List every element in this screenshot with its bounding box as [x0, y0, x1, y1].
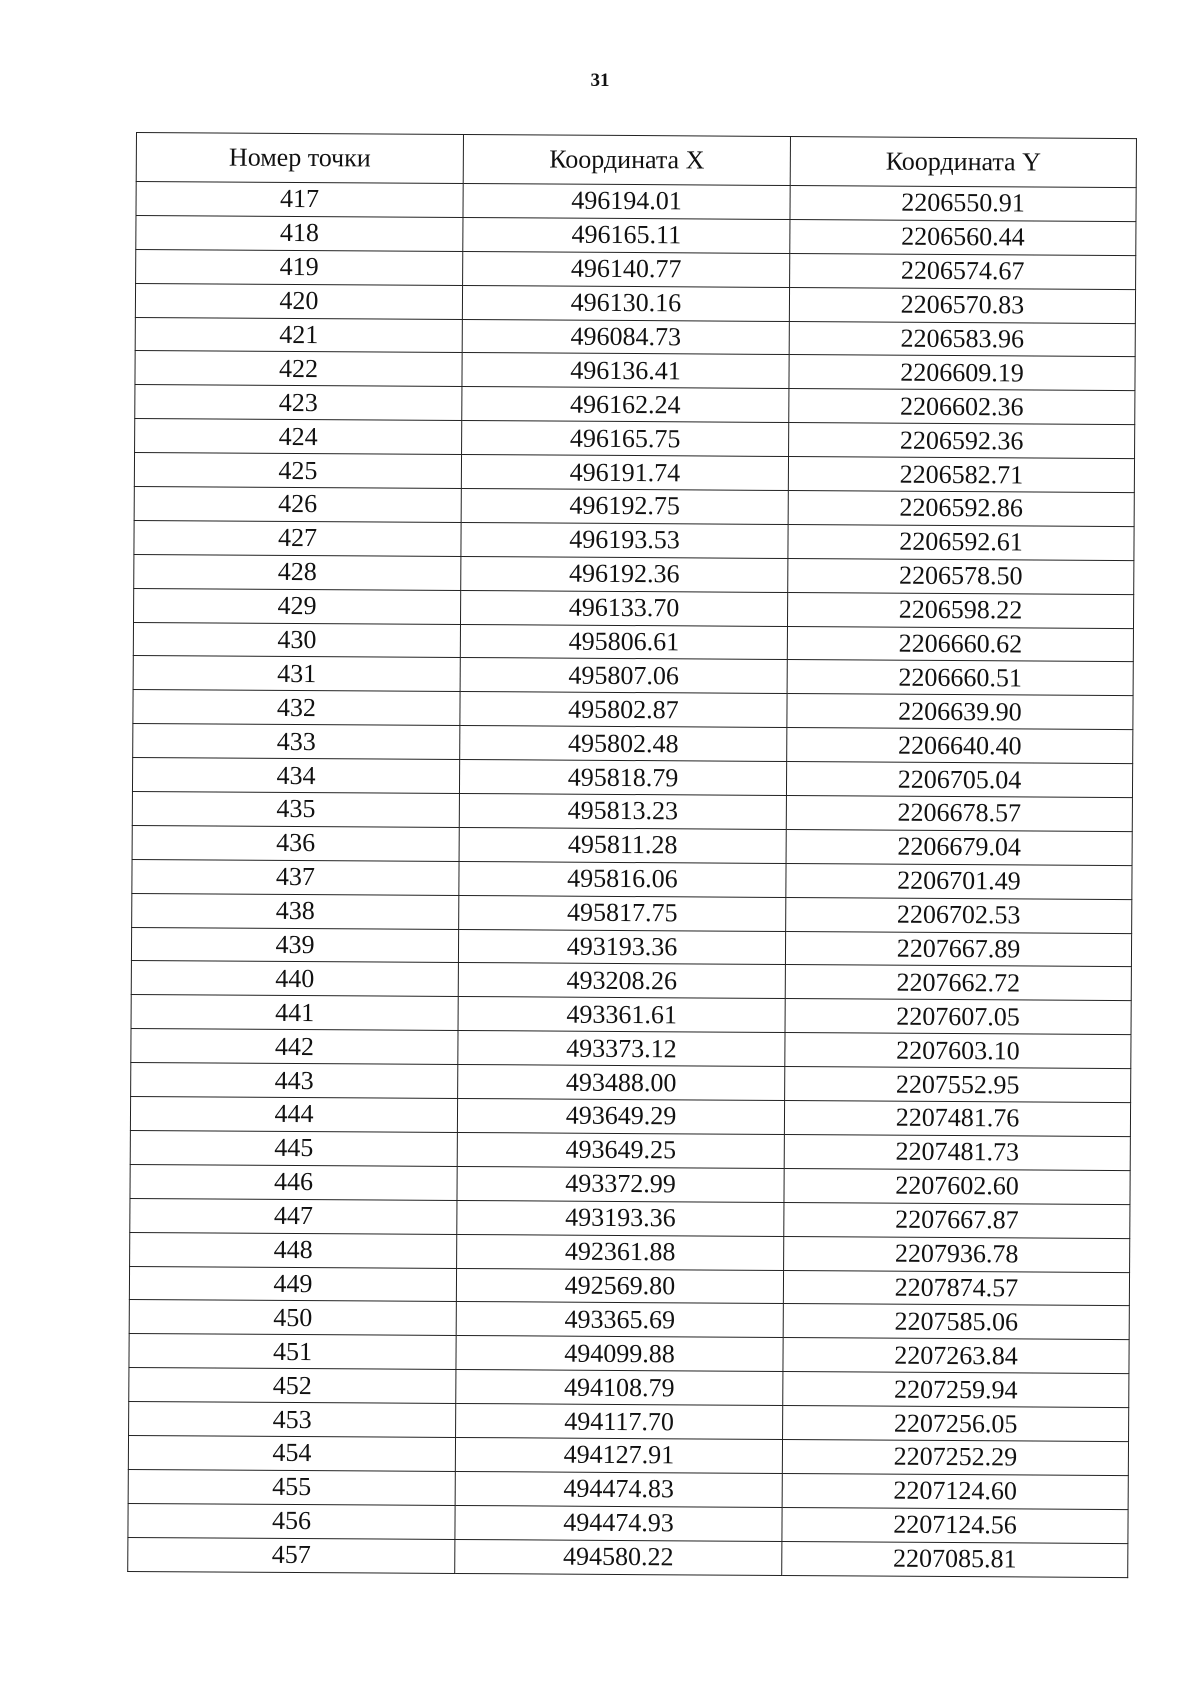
point-number-cell: 435 — [132, 792, 459, 828]
coordinate-x-cell: 495818.79 — [459, 760, 786, 796]
point-number-cell: 451 — [129, 1334, 456, 1370]
coordinate-x-cell: 493649.29 — [457, 1099, 784, 1135]
point-number-cell: 446 — [130, 1164, 457, 1200]
coordinate-y-cell: 2206582.71 — [788, 457, 1134, 493]
point-number-cell: 425 — [134, 453, 461, 489]
coordinate-x-cell: 494099.88 — [456, 1336, 783, 1372]
point-number-cell: 444 — [130, 1097, 457, 1133]
point-number-cell: 431 — [133, 656, 460, 692]
point-number-cell: 432 — [133, 690, 460, 726]
coordinate-y-cell: 2207263.84 — [783, 1338, 1129, 1374]
header-row — [136, 133, 1136, 188]
point-number-cell: 439 — [131, 927, 458, 963]
coordinate-y-cell: 2206574.67 — [790, 253, 1136, 289]
coordinate-y-cell: 2206550.91 — [790, 185, 1136, 221]
coordinate-y-cell: 2207603.10 — [785, 1033, 1131, 1069]
point-number-cell: 453 — [129, 1402, 456, 1438]
point-number-cell: 434 — [132, 758, 459, 794]
coordinate-y-cell: 2206705.04 — [786, 762, 1132, 798]
coordinate-y-cell: 2207662.72 — [785, 965, 1131, 1001]
point-number-cell: 450 — [129, 1300, 456, 1336]
coordinate-x-cell: 496136.41 — [462, 353, 789, 389]
coordinate-y-cell: 2206570.83 — [789, 287, 1135, 323]
coordinate-x-cell: 496165.11 — [463, 217, 790, 253]
coordinate-x-cell: 493373.12 — [458, 1031, 785, 1067]
coordinate-x-cell: 496192.36 — [461, 556, 788, 592]
coordinates-table — [127, 132, 1137, 1578]
point-number-cell: 420 — [135, 283, 462, 319]
coordinate-x-cell: 493649.25 — [457, 1132, 784, 1168]
coordinate-x-cell: 494580.22 — [455, 1539, 782, 1575]
coordinate-y-cell: 2206583.96 — [789, 321, 1135, 357]
coordinate-y-cell: 2207667.89 — [785, 931, 1131, 967]
coordinate-x-cell: 496140.77 — [463, 251, 790, 287]
coordinate-y-cell: 2207607.05 — [785, 999, 1131, 1035]
coordinate-y-cell: 2206592.61 — [788, 524, 1134, 560]
coordinate-x-cell: 493208.26 — [458, 963, 785, 999]
coordinate-x-cell: 494108.79 — [456, 1370, 783, 1406]
point-number-cell: 429 — [134, 588, 461, 624]
coordinate-x-cell: 494474.93 — [455, 1505, 782, 1541]
point-number-cell: 422 — [135, 351, 462, 387]
coordinate-x-cell: 495811.28 — [459, 827, 786, 863]
point-number-cell: 448 — [130, 1232, 457, 1268]
coordinate-x-cell: 495816.06 — [459, 861, 786, 897]
coordinate-y-cell: 2206609.19 — [789, 355, 1135, 391]
table-header — [136, 133, 1136, 188]
coordinate-x-cell: 493488.00 — [458, 1065, 785, 1101]
point-number-cell: 421 — [135, 317, 462, 353]
coordinate-y-cell: 2207256.05 — [783, 1406, 1129, 1442]
coordinate-y-cell: 2207124.56 — [782, 1507, 1128, 1543]
coordinate-x-cell: 496192.75 — [461, 489, 788, 525]
coordinate-x-cell: 496194.01 — [463, 183, 790, 219]
point-number-cell: 419 — [136, 249, 463, 285]
point-number-cell: 427 — [134, 520, 461, 556]
coordinate-y-cell: 2207552.95 — [785, 1067, 1131, 1103]
table-body — [128, 182, 1136, 1578]
point-number-cell: 441 — [131, 995, 458, 1031]
point-number-cell: 438 — [132, 893, 459, 929]
coordinate-x-cell: 495813.23 — [459, 794, 786, 830]
coordinate-x-cell: 495806.61 — [460, 624, 787, 660]
coordinate-y-cell: 2206701.49 — [786, 863, 1132, 899]
coordinate-x-cell: 492569.80 — [456, 1268, 783, 1304]
page-number: 31 — [590, 70, 610, 91]
coordinate-y-cell: 2207667.87 — [784, 1202, 1130, 1238]
coordinate-x-cell: 495802.87 — [460, 692, 787, 728]
coordinate-x-cell: 496084.73 — [462, 319, 789, 355]
coordinate-y-cell: 2206602.36 — [789, 389, 1135, 425]
coordinate-x-cell: 493361.61 — [458, 997, 785, 1033]
header-coordinate-y: Координата Y — [790, 136, 1136, 187]
coordinate-y-cell: 2206560.44 — [790, 219, 1136, 255]
point-number-cell: 445 — [130, 1130, 457, 1166]
coordinate-y-cell: 2206660.62 — [787, 626, 1133, 662]
coordinate-y-cell: 2207936.78 — [784, 1236, 1130, 1272]
point-number-cell: 449 — [129, 1266, 456, 1302]
point-number-cell: 430 — [133, 622, 460, 658]
point-number-cell: 443 — [131, 1063, 458, 1099]
coordinate-x-cell: 496130.16 — [462, 285, 789, 321]
coordinate-y-cell: 2207585.06 — [783, 1304, 1129, 1340]
coordinate-y-cell: 2206578.50 — [788, 558, 1134, 594]
point-number-cell: 436 — [132, 825, 459, 861]
coordinate-x-cell: 496162.24 — [462, 387, 789, 423]
coordinate-x-cell: 494127.91 — [455, 1437, 782, 1473]
coordinate-y-cell: 2207874.57 — [783, 1270, 1129, 1306]
point-number-cell: 447 — [130, 1198, 457, 1234]
coordinate-x-cell: 496191.74 — [461, 455, 788, 491]
point-number-cell: 440 — [131, 961, 458, 997]
coordinate-y-cell: 2207085.81 — [782, 1541, 1128, 1577]
coordinate-y-cell: 2206592.36 — [789, 423, 1135, 459]
coordinate-y-cell: 2206660.51 — [787, 660, 1133, 696]
coordinate-y-cell: 2206592.86 — [788, 491, 1134, 527]
coordinate-y-cell: 2207252.29 — [782, 1439, 1128, 1475]
coordinate-x-cell: 495817.75 — [459, 895, 786, 931]
coordinates-table-container — [127, 132, 1136, 1578]
coordinate-x-cell: 492361.88 — [457, 1234, 784, 1270]
point-number-cell: 452 — [129, 1368, 456, 1404]
coordinate-x-cell: 493193.36 — [458, 929, 785, 965]
coordinate-x-cell: 493372.99 — [457, 1166, 784, 1202]
coordinate-x-cell: 495807.06 — [460, 658, 787, 694]
point-number-cell: 418 — [136, 215, 463, 251]
header-coordinate-x: Координата X — [463, 135, 790, 186]
coordinate-y-cell: 2206679.04 — [786, 829, 1132, 865]
point-number-cell: 433 — [133, 724, 460, 760]
point-number-cell: 457 — [128, 1537, 455, 1573]
coordinate-x-cell: 494474.83 — [455, 1471, 782, 1507]
coordinate-y-cell: 2207481.73 — [784, 1134, 1130, 1170]
point-number-cell: 454 — [128, 1435, 455, 1471]
coordinate-y-cell: 2206702.53 — [786, 897, 1132, 933]
coordinate-x-cell: 495802.48 — [460, 726, 787, 762]
coordinate-x-cell: 493193.36 — [457, 1200, 784, 1236]
coordinate-y-cell: 2207602.60 — [784, 1168, 1130, 1204]
coordinate-x-cell: 493365.69 — [456, 1302, 783, 1338]
point-number-cell: 455 — [128, 1469, 455, 1505]
coordinate-y-cell: 2206640.40 — [787, 728, 1133, 764]
point-number-cell: 417 — [136, 182, 463, 218]
header-point-number: Номер точки — [136, 133, 463, 184]
coordinate-x-cell: 496193.53 — [461, 522, 788, 558]
table-row — [128, 1537, 1128, 1577]
coordinate-x-cell: 494117.70 — [456, 1404, 783, 1440]
point-number-cell: 456 — [128, 1503, 455, 1539]
coordinate-y-cell: 2206678.57 — [786, 796, 1132, 832]
point-number-cell: 442 — [131, 1029, 458, 1065]
coordinate-x-cell: 496133.70 — [461, 590, 788, 626]
coordinate-y-cell: 2207259.94 — [783, 1372, 1129, 1408]
point-number-cell: 428 — [134, 554, 461, 590]
point-number-cell: 426 — [134, 487, 461, 523]
point-number-cell: 423 — [135, 385, 462, 421]
coordinate-y-cell: 2206598.22 — [787, 592, 1133, 628]
coordinate-x-cell: 496165.75 — [462, 421, 789, 457]
coordinate-y-cell: 2207124.60 — [782, 1473, 1128, 1509]
coordinate-y-cell: 2206639.90 — [787, 694, 1133, 730]
coordinate-y-cell: 2207481.76 — [784, 1101, 1130, 1137]
point-number-cell: 437 — [132, 859, 459, 895]
point-number-cell: 424 — [135, 419, 462, 455]
